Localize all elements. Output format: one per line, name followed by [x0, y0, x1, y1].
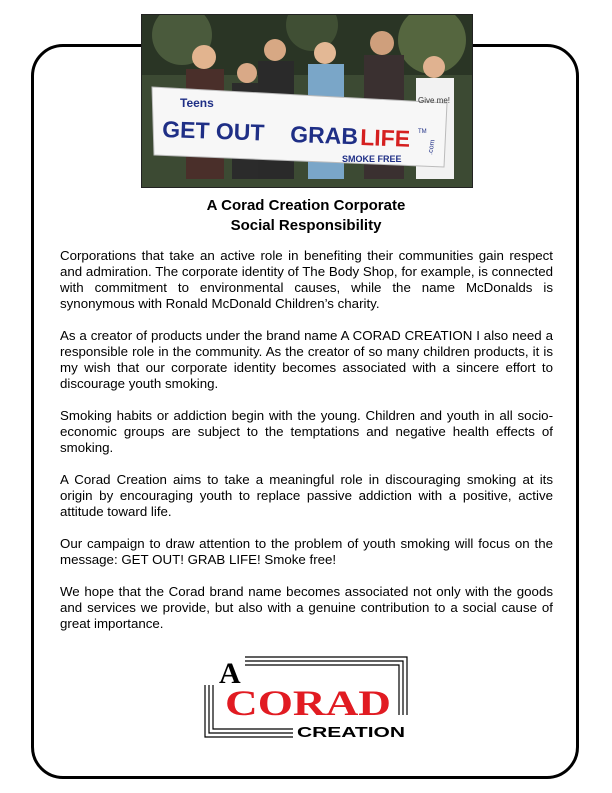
paragraph: As a creator of products under the brand name A CORAD CREATION I also need a responsible role in the community. As the creator of so many children products, it is my wish that our corporate identity becomes associated with a sincere effort to discourage youth smoking. — [60, 328, 553, 391]
banner-grab-text: GRAB — [289, 121, 359, 150]
banner-smoke-free-text: SMOKE FREE — [342, 154, 402, 164]
banner-life-text: LIFE — [359, 124, 411, 152]
paragraph: A Corad Creation aims to take a meaningful role in discouraging smoking at its origin by encouraging youth to replace passive addiction with a positive, active attitude toward life. — [60, 472, 553, 519]
banner-teens-text: Teens — [180, 96, 214, 110]
paragraph: Smoking habits or addiction begin with the young. Children and youth in all socio-economic groups are subject to the temptations and negative health effects of smoking. — [60, 408, 553, 455]
teens-banner-photo — [141, 14, 473, 188]
tshirt-text: Give me! — [418, 96, 451, 105]
banner-get-text: GET OUT — [161, 116, 265, 146]
logo-corad-text: CORAD — [225, 683, 391, 723]
page-title-line1: A Corad Creation Corporate — [206, 197, 406, 214]
logo-letter-a: A — [219, 657, 241, 690]
banner-com-text: .com — [427, 139, 437, 156]
banner-tm-text: TM — [418, 129, 427, 135]
corad-creation-logo — [203, 655, 409, 741]
page-title-line2: Social Responsibility — [230, 217, 382, 234]
logo-graphic — [203, 655, 409, 741]
paragraph: Our campaign to draw attention to the problem of youth smoking will focus on the message: GET OUT! GRAB LIFE! Smoke free! — [60, 536, 553, 567]
photo-illustration — [142, 15, 472, 187]
paragraph: We hope that the Corad brand name becomes associated not only with the goods and services we provide, but also with a genuine contribution to a social cause of great importance. — [60, 584, 553, 631]
paragraph: Corporations that take an active role in benefiting their communities gain respect and admiration. The corporate identity of The Body Shop, for example, is connected with commitment to environmental causes, while the name McDonalds is synonymous with Ronald McDonald Children’s charity. — [60, 248, 553, 311]
logo-creation-text: CREATION — [297, 724, 405, 741]
body-text — [60, 248, 553, 648]
